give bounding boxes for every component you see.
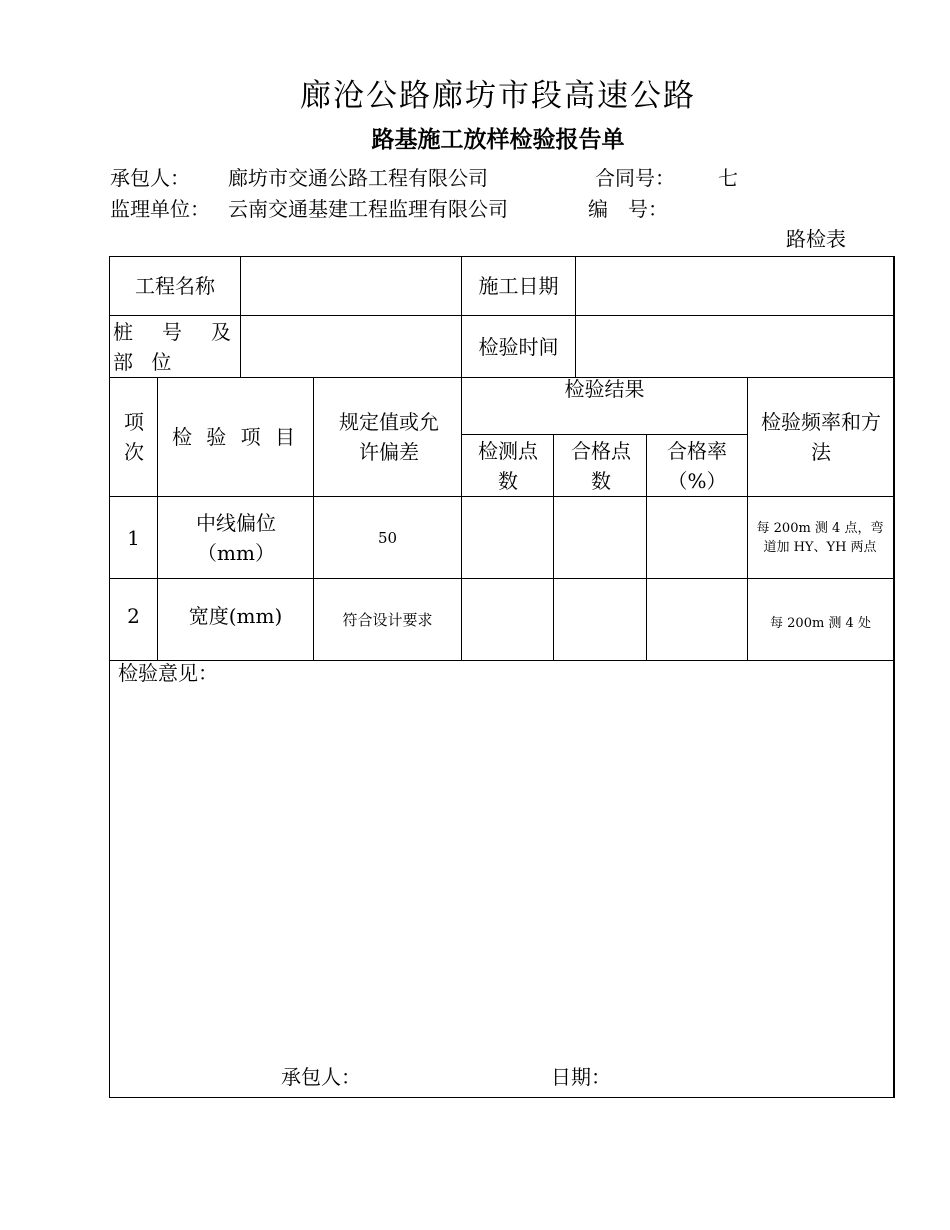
row-2-no: 2 bbox=[127, 603, 140, 628]
col-header-no: 项 次 bbox=[124, 410, 144, 464]
inspection-time-field[interactable] bbox=[576, 316, 893, 377]
col-header-spec: 规定值或允许偏差 bbox=[339, 410, 439, 464]
station-field[interactable] bbox=[241, 316, 461, 377]
row-2-pass[interactable] bbox=[554, 579, 646, 660]
inspection-time-label: 检验时间 bbox=[478, 334, 559, 359]
row-2-item: 宽度(mm) bbox=[188, 603, 283, 628]
document-subtitle: 路基施工放样检验报告单 bbox=[371, 127, 625, 153]
contract-no-value: 七 bbox=[718, 166, 738, 190]
col-header-item: 检 验 项 目 bbox=[171, 425, 300, 449]
row-1-spec: 50 bbox=[377, 528, 398, 547]
row-1-no: 1 bbox=[127, 525, 140, 550]
construction-date-field[interactable] bbox=[576, 257, 893, 315]
col-header-pass: 合格点数 bbox=[571, 438, 631, 493]
contractor-label: 承包人： bbox=[110, 166, 190, 190]
contractor-sign-label: 承包人： bbox=[281, 1065, 361, 1089]
col-header-result: 检验结果 bbox=[564, 377, 645, 401]
construction-date-label: 施工日期 bbox=[478, 274, 559, 298]
row-1-pass[interactable] bbox=[554, 497, 646, 578]
supervisor-value: 云南交通基建工程监理有限公司 bbox=[228, 197, 508, 221]
project-name-label: 工程名称 bbox=[135, 274, 215, 298]
col-header-rate: 合格率（%） bbox=[667, 438, 727, 493]
row-2-method: 每 200m 测 4 处 bbox=[770, 616, 871, 631]
row-2-spec: 符合设计要求 bbox=[342, 610, 433, 629]
project-name-field[interactable] bbox=[241, 257, 461, 315]
col-header-points: 检测点数 bbox=[478, 438, 538, 493]
row-1-item: 中线偏位（mm） bbox=[196, 510, 276, 565]
form-code: 路检表 bbox=[786, 227, 846, 251]
opinion-label: 检验意见： bbox=[118, 661, 218, 685]
supervisor-label: 监理单位： bbox=[110, 197, 210, 221]
serial-no-label: 编 号： bbox=[588, 197, 668, 221]
col-header-method: 检验频率和方法 bbox=[761, 410, 881, 464]
row-1-points[interactable] bbox=[462, 497, 553, 578]
row-1-method: 每 200m 测 4 点，弯道加 HY、YH 两点 bbox=[756, 520, 884, 555]
contract-no-label: 合同号： bbox=[595, 166, 675, 190]
row-2-points[interactable] bbox=[462, 579, 553, 660]
grid-line bbox=[893, 256, 895, 1098]
date-label: 日期： bbox=[551, 1065, 611, 1089]
opinion-field[interactable] bbox=[110, 688, 893, 1058]
grid-line bbox=[109, 1097, 895, 1098]
contractor-value: 廊坊市交通公路工程有限公司 bbox=[228, 166, 488, 190]
row-2-rate[interactable] bbox=[647, 579, 747, 660]
inspection-form-table bbox=[109, 256, 895, 1098]
row-1-rate[interactable] bbox=[647, 497, 747, 578]
document-title: 廊沧公路廊坊市段高速公路 bbox=[300, 78, 696, 114]
station-label: 桩 号 及 部 位 bbox=[113, 319, 237, 374]
